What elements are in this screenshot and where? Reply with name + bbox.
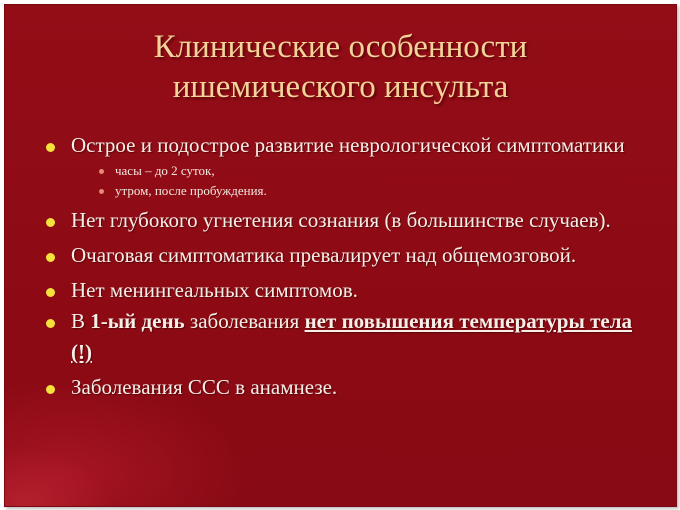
- sub-bullet-item: [99, 181, 653, 201]
- bullet-text-mid: заболевания: [184, 309, 305, 333]
- bullet-text-bold: 1-ый день: [90, 309, 185, 333]
- bullet-item: [43, 306, 653, 368]
- bullet-item: [43, 372, 653, 403]
- sub-bullet-text: часы – до 2 суток,: [115, 163, 215, 178]
- bullet-text: Заболевания ССС в анамнезе.: [71, 375, 338, 399]
- bullet-dot-icon: [46, 253, 55, 262]
- bullet-text: Нет глубокого угнетения сознания (в большинстве случаев).: [71, 208, 611, 232]
- sub-bullet-text: утром, после пробуждения.: [115, 183, 267, 198]
- bullet-dot-icon: [46, 288, 55, 297]
- slide-title: [5, 27, 676, 107]
- bullet-text-underlined: нет повышения температуры тела (!): [71, 309, 633, 364]
- bullet-item: [43, 130, 653, 161]
- slide: [4, 4, 677, 507]
- bullet-text-prefix: В: [71, 309, 91, 333]
- bullet-text: Острое и подострое развитие неврологической симптоматики: [71, 133, 625, 157]
- bullet-dot-icon: [46, 143, 55, 152]
- bullet-item: [43, 240, 653, 271]
- sub-bullet-item: [99, 161, 653, 181]
- sub-bullet-dot-icon: [99, 169, 104, 174]
- bullet-text: Нет менингеальных симптомов.: [71, 278, 358, 302]
- title-line-1: Клинические особенности: [153, 29, 528, 65]
- bullet-text: Очаговая симптоматика превалирует над общемозговой.: [71, 243, 577, 267]
- bullet-list: [43, 130, 653, 403]
- bullet-dot-icon: [46, 218, 55, 227]
- title-line-2: ишемического инсульта: [172, 69, 509, 105]
- bullet-item: [43, 205, 653, 236]
- sub-bullet-dot-icon: [99, 189, 104, 194]
- bullet-dot-icon: [46, 319, 55, 328]
- bullet-dot-icon: [46, 385, 55, 394]
- bullet-item: [43, 275, 653, 306]
